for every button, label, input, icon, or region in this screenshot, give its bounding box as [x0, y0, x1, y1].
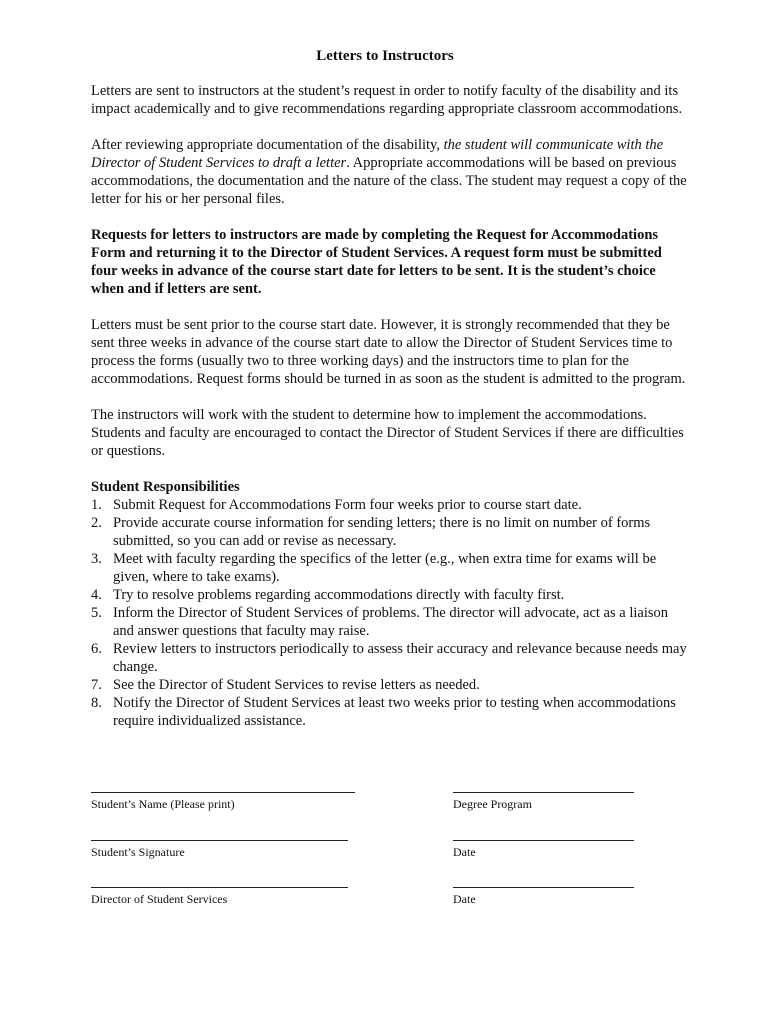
student-signature-line[interactable] [91, 840, 348, 841]
paragraph-request-rules: Requests for letters to instructors are made by completing the Request for Accommodations Form and returning it to the Director of Student Services. A request form must be submitted four weeks in advance of the course start date for letters to be sent. It is the student’s choice when and if letters are sent. [91, 227, 662, 297]
list-item-text: See the Director of Student Services to revise letters as needed. [113, 677, 480, 693]
date-line-1[interactable] [453, 840, 634, 841]
date-label-2: Date [453, 892, 476, 906]
list-item [91, 586, 691, 604]
list-item [91, 640, 691, 676]
list-item-number: 8. [91, 695, 102, 711]
list-item-number: 5. [91, 605, 102, 621]
list-item [91, 694, 691, 730]
list-item-number: 6. [91, 641, 102, 657]
paragraph-process [91, 136, 691, 208]
student-name-label: Student’s Name (Please print) [91, 797, 235, 811]
paragraph-process-start: After reviewing appropriate documentation of the disability, [91, 137, 444, 153]
list-item-text: Notify the Director of Student Services at least two weeks prior to testing when accommodations require individualized assistance. [113, 695, 676, 729]
student-name-line[interactable] [91, 792, 355, 793]
paragraph-process-end: . Appropriate accommodations will be based on previous accommodations, the documentation and the nature of the class. The student may request a copy of the letter for his or her personal files. [91, 155, 687, 207]
list-item [91, 550, 691, 586]
list-item-text: Inform the Director of Student Services of problems. The director will advocate, act as a liaison and answer questions that faculty may raise. [113, 605, 668, 639]
list-item-text: Review letters to instructors periodically to assess their accuracy and relevance because needs may change. [113, 641, 687, 675]
list-item-number: 1. [91, 497, 102, 513]
list-item-text: Try to resolve problems regarding accommodations directly with faculty first. [113, 587, 565, 603]
paragraph-process-italic: the student will communicate with the Director of Student Services to draft a letter [91, 137, 664, 171]
list-item-number: 2. [91, 515, 102, 531]
list-item [91, 496, 691, 514]
list-item-number: 3. [91, 551, 102, 567]
degree-program-line[interactable] [453, 792, 634, 793]
list-item-number: 7. [91, 677, 102, 693]
director-signature-line[interactable] [91, 887, 348, 888]
page-title: Letters to Instructors [316, 48, 454, 64]
list-item-text: Meet with faculty regarding the specifics of the letter (e.g., when extra time for exams will be given, where to take exams). [113, 551, 657, 585]
degree-program-label: Degree Program [453, 797, 532, 811]
date-line-2[interactable] [453, 887, 634, 888]
list-item-text: Provide accurate course information for sending letters; there is no limit on number of forms submitted, so you can add or revise as necessary. [113, 515, 651, 549]
list-item-number: 4. [91, 587, 102, 603]
responsibilities-heading: Student Responsibilities [91, 479, 240, 495]
date-label-1: Date [453, 845, 476, 859]
list-item [91, 604, 691, 640]
paragraph-collaboration: The instructors will work with the student to determine how to implement the accommodations. Students and faculty are encouraged to contact the Director of Student Services if there are difficulties or questions. [91, 407, 684, 459]
director-label: Director of Student Services [91, 892, 228, 906]
student-signature-label: Student’s Signature [91, 845, 185, 859]
list-item-text: Submit Request for Accommodations Form four weeks prior to course start date. [113, 497, 582, 513]
paragraph-timing: Letters must be sent prior to the course start date. However, it is strongly recommended that they be sent three weeks in advance of the course start date to allow the Director of Student Services time to process the forms (usually two to three working days) and the instructors time to plan for the accommodations. Request forms should be turned in as soon as the student is admitted to the program. [91, 317, 686, 387]
document-body [91, 82, 691, 730]
list-item [91, 514, 691, 550]
paragraph-purpose: Letters are sent to instructors at the student’s request in order to notify faculty of the disability and its impact academically and to give recommendations regarding appropriate classroom accommodations. [91, 83, 683, 117]
responsibilities-list [91, 496, 691, 730]
list-item [91, 676, 691, 694]
